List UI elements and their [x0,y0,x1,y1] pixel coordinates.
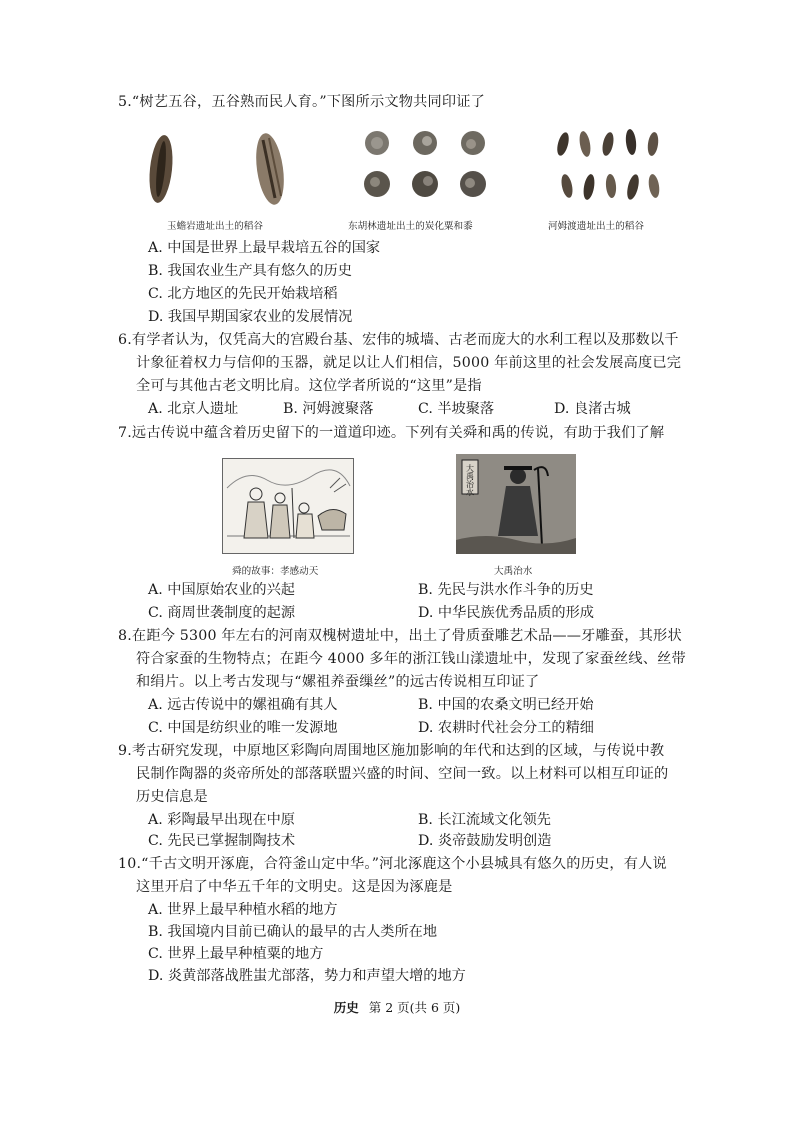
rice-grains-yuchanyan-image [135,128,310,210]
q8-option-b: B. 中国的农桑文明已经开始 [418,697,594,713]
q7-stem: 7.远古传说中蕴含着历史留下的一道道印迹。下列有关舜和禹的传说，有助于我们了解 [118,425,665,441]
rice-grains-hemudu-image [553,124,663,210]
q9-line-2: 民制作陶器的炎帝所处的部落联盟兴盛的时间、空间一致。以上材料可以相互印证的 [136,766,669,782]
q7-caption-shun: 舜的故事：孝感动天 [232,566,319,577]
q7-option-d: D. 中华民族优秀品质的形成 [418,605,594,621]
q8-line-3: 和绢片。以上考古发现与“嫘祖养蚕缫丝”的远古传说相互印证了 [136,674,540,690]
q8-option-c: C. 中国是纺织业的唯一发源地 [148,720,338,736]
q8-option-a: A. 远古传说中的嫘祖确有其人 [148,697,338,713]
q6-option-c: C. 半坡聚落 [418,401,495,417]
q6-option-a: A. 北京人遗址 [148,401,239,417]
q9-line-1: 9.考古研究发现，中原地区彩陶向周围地区施加影响的年代和达到的区域，与传说中教 [118,743,665,759]
q5-option-b: B. 我国农业生产具有悠久的历史 [148,263,352,279]
q7-caption-yu: 大禹治水 [494,566,533,577]
q10-option-b: B. 我国境内目前已确认的最早的古人类所在地 [148,924,438,940]
q9-line-3: 历史信息是 [136,789,208,805]
q6-line-3: 全可与其他古老文明比肩。这位学者所说的“这里”是指 [136,378,482,394]
footer-page-number: 第 2 页(共 6 页) [368,1000,461,1015]
q8-option-d: D. 农耕时代社会分工的精细 [418,720,594,736]
q9-option-a: A. 彩陶最早出现在中原 [148,812,295,828]
q7-option-b: B. 先民与洪水作斗争的历史 [418,582,594,598]
stamp-label: 大禹治水 [465,464,475,496]
q6-option-d: D. 良渚古城 [554,401,631,417]
q9-option-c: C. 先民已掌握制陶技术 [148,833,296,849]
q5-caption-hemudu: 河姆渡遗址出土的稻谷 [548,221,644,232]
q10-line-2: 这里开启了中华五千年的文明史。这是因为涿鹿是 [136,879,453,895]
q6-line-1: 6.有学者认为，仅凭高大的宫殿台基、宏伟的城墙、古老而庞大的水利工程以及那数以千 [118,332,679,348]
q9-option-b: B. 长江流域文化领先 [418,812,551,828]
footer-subject: 历史 [333,1000,359,1015]
q5-stem: 5.“树艺五谷，五谷熟而民人育。”下图所示文物共同印证了 [118,94,486,110]
q5-caption-yuchanyan: 玉蟾岩遗址出土的稻谷 [167,221,263,232]
q7-option-a: A. 中国原始农业的兴起 [148,582,295,598]
q10-option-a: A. 世界上最早种植水稻的地方 [148,902,338,918]
q10-line-1: 10.“千古文明开涿鹿，合符釜山定中华。”河北涿鹿这个小县城具有悠久的历史，有人说 [118,856,667,872]
shun-filial-piety-illustration [222,458,354,554]
q10-option-c: C. 世界上最早种植粟的地方 [148,946,324,962]
q8-line-2: 符合家蚕的生物特点；在距今 4000 多年的浙江钱山漾遗址中，发现了家蚕丝线、丝带 [136,651,686,667]
q5-option-a: A. 中国是世界上最早栽培五谷的国家 [148,240,381,256]
q5-option-c: C. 北方地区的先民开始栽培稻 [148,286,338,302]
q6-line-2: 计象征着权力与信仰的玉器，就足以让人们相信，5000 年前这里的社会发展高度已完 [136,355,682,371]
page-footer [0,998,794,1016]
q10-option-d: D. 炎黄部落战胜蚩尤部落，势力和声望大增的地方 [148,968,466,984]
q5-caption-donghulin: 东胡林遗址出土的炭化粟和黍 [348,221,473,232]
q6-option-b: B. 河姆渡聚落 [283,401,374,417]
q7-option-c: C. 商周世袭制度的起源 [148,605,296,621]
yu-controls-flood-illustration [456,454,576,554]
q8-line-1: 8.在距今 5300 年左右的河南双槐树遗址中，出土了骨质蚕雕艺术品——牙雕蚕，其形状 [118,628,682,644]
q5-option-d: D. 我国早期国家农业的发展情况 [148,309,353,325]
millet-grains-donghulin-image [355,126,495,208]
q9-option-d: D. 炎帝鼓励发明创造 [418,833,552,849]
